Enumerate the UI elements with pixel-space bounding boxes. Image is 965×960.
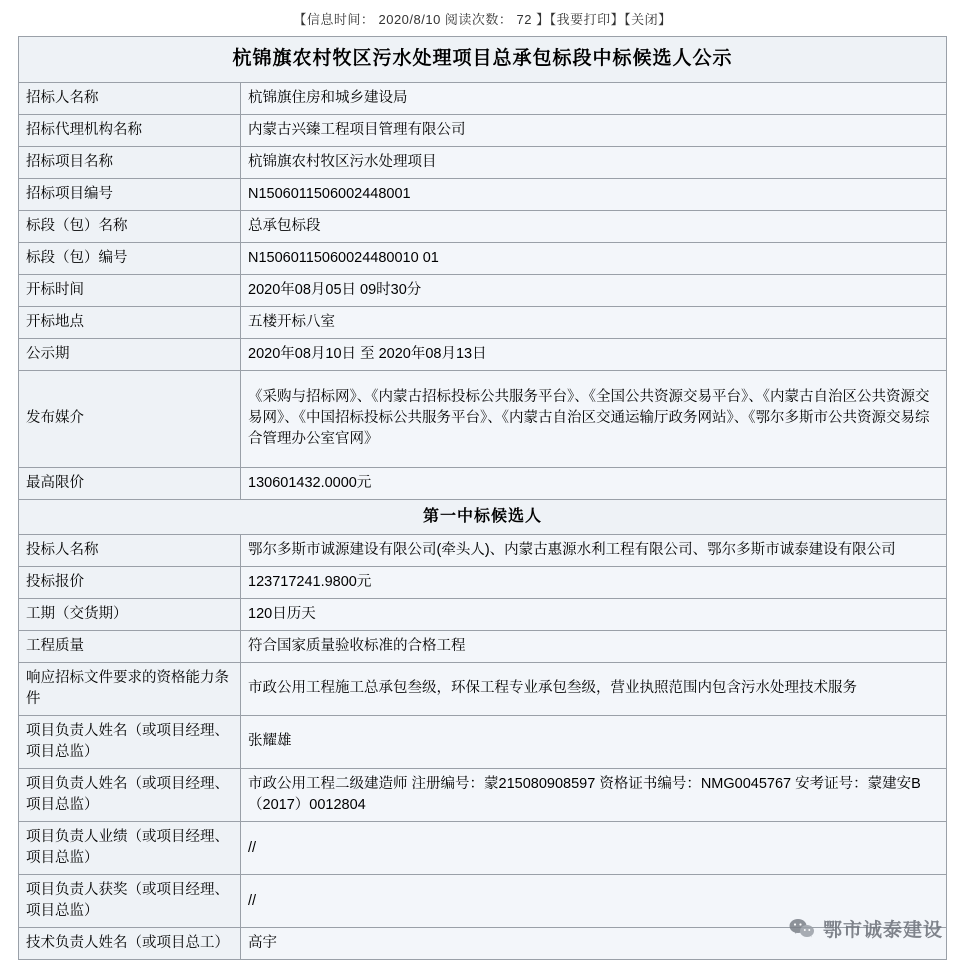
row-label: 投标人名称 — [19, 534, 241, 566]
row-label: 招标代理机构名称 — [19, 114, 241, 146]
table-row — [19, 306, 947, 338]
row-label: 响应招标文件要求的资格能力条件 — [19, 662, 241, 715]
announcement-table-wrapper — [0, 36, 965, 960]
table-row — [19, 467, 947, 499]
table-row — [19, 566, 947, 598]
row-label: 发布媒介 — [19, 370, 241, 467]
table-row — [19, 822, 947, 875]
row-label: 开标时间 — [19, 274, 241, 306]
row-value: 市政公用工程施工总承包叁级，环保工程专业承包叁级，营业执照范围内包含污水处理技术服务 — [241, 662, 947, 715]
row-label: 开标地点 — [19, 306, 241, 338]
row-label: 项目负责人姓名（或项目经理、项目总监） — [19, 715, 241, 768]
section-header-row — [19, 499, 947, 534]
table-row — [19, 534, 947, 566]
wechat-logo-icon — [789, 918, 815, 940]
row-value: 杭锦旗农村牧区污水处理项目 — [241, 146, 947, 178]
row-value: 高宇 — [241, 928, 947, 960]
row-label: 公示期 — [19, 338, 241, 370]
row-label: 标段（包）编号 — [19, 242, 241, 274]
meta-text[interactable]: 【信息时间： 2020/8/10 阅读次数： 72 】【我要打印】【关闭】 — [293, 12, 672, 27]
table-row — [19, 114, 947, 146]
row-label: 招标项目名称 — [19, 146, 241, 178]
row-value: 五楼开标八室 — [241, 306, 947, 338]
row-value: 2020年08月05日 09时30分 — [241, 274, 947, 306]
row-label: 工程质量 — [19, 630, 241, 662]
row-label: 工期（交货期） — [19, 598, 241, 630]
row-value: 2020年08月10日 至 2020年08月13日 — [241, 338, 947, 370]
table-row — [19, 715, 947, 768]
row-value: 鄂尔多斯市诚源建设有限公司(牵头人)、内蒙古惠源水利工程有限公司、鄂尔多斯市诚泰建设有限公司 — [241, 534, 947, 566]
table-row — [19, 146, 947, 178]
row-value: 内蒙古兴臻工程项目管理有限公司 — [241, 114, 947, 146]
row-value: // — [241, 822, 947, 875]
row-value: 120日历天 — [241, 598, 947, 630]
row-label: 项目负责人姓名（或项目经理、项目总监） — [19, 769, 241, 822]
row-value: 符合国家质量验收标准的合格工程 — [241, 630, 947, 662]
row-label: 投标报价 — [19, 566, 241, 598]
table-row — [19, 178, 947, 210]
row-value: 总承包标段 — [241, 210, 947, 242]
table-title-row — [19, 37, 947, 83]
row-value: 市政公用工程二级建造师 注册编号：蒙215080908597 资格证书编号：NMG0045767 安考证号：蒙建安B（2017）0012804 — [241, 769, 947, 822]
page-title: 杭锦旗农村牧区污水处理项目总承包标段中标候选人公示 — [19, 37, 947, 83]
section-title: 第一中标候选人 — [19, 499, 947, 534]
row-value: N1506011506002448001 — [241, 178, 947, 210]
row-value: 张耀雄 — [241, 715, 947, 768]
row-value: N15060115060024480010 01 — [241, 242, 947, 274]
watermark-text: 鄂市诚泰建设 — [822, 920, 943, 942]
table-row — [19, 242, 947, 274]
row-label: 标段（包）名称 — [19, 210, 241, 242]
table-row — [19, 338, 947, 370]
table-row — [19, 370, 947, 467]
row-label: 招标人名称 — [19, 82, 241, 114]
info-meta-bar — [0, 0, 965, 36]
table-row — [19, 662, 947, 715]
table-row — [19, 274, 947, 306]
row-label: 招标项目编号 — [19, 178, 241, 210]
row-value: 123717241.9800元 — [241, 566, 947, 598]
announcement-table — [18, 36, 947, 960]
row-value: 《采购与招标网》、《内蒙古招标投标公共服务平台》、《全国公共资源交易平台》、《内蒙古自治区公共资源交易网》、《中国招标投标公共服务平台》、《内蒙古自治区交通运输厅政务网站》、《鄂尔多斯市公共资源交易综合管理办公室官网》 — [241, 370, 947, 467]
row-label: 技术负责人姓名（或项目总工） — [19, 928, 241, 960]
row-label: 最高限价 — [19, 467, 241, 499]
row-label: 项目负责人获奖（或项目经理、项目总监） — [19, 875, 241, 928]
row-label: 项目负责人业绩（或项目经理、项目总监） — [19, 822, 241, 875]
watermark — [789, 915, 943, 942]
table-row — [19, 210, 947, 242]
table-row — [19, 82, 947, 114]
table-row — [19, 769, 947, 822]
table-row — [19, 630, 947, 662]
row-value: 杭锦旗住房和城乡建设局 — [241, 82, 947, 114]
row-value: // — [241, 875, 947, 928]
row-value: 130601432.0000元 — [241, 467, 947, 499]
table-row — [19, 598, 947, 630]
